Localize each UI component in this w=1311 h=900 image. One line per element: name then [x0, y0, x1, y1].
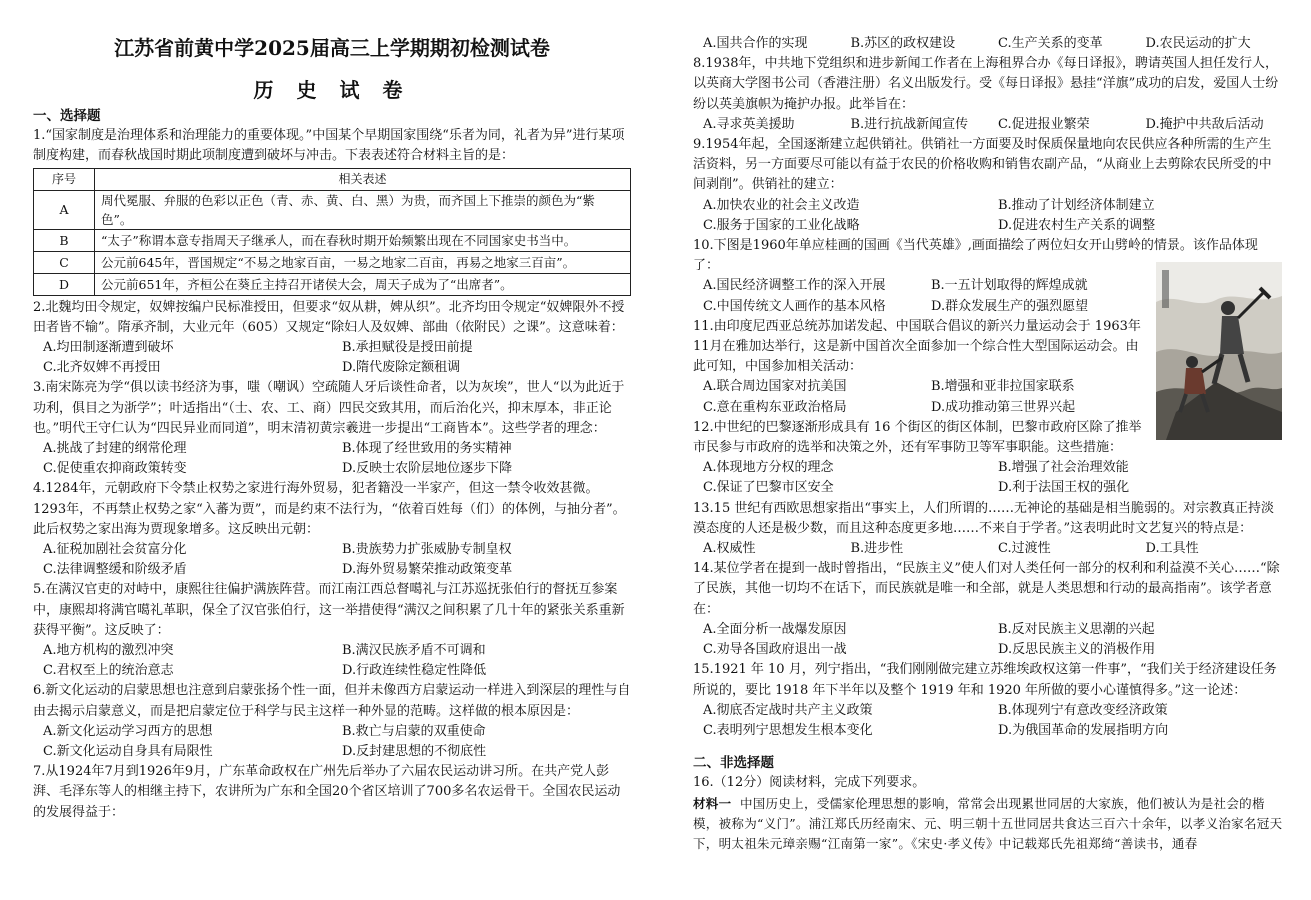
- question-16-material: [693, 794, 1283, 855]
- section-gap: [693, 741, 1283, 753]
- option-d[interactable]: D.利于法国王权的强化: [998, 480, 1130, 496]
- question-8-options: [693, 115, 1283, 135]
- option-d[interactable]: D.促进农村生产关系的调整: [998, 217, 1156, 233]
- option-a[interactable]: A.体现地方分权的理念: [703, 460, 834, 476]
- question-13-stem: 13.15 世纪有西欧思想家指出“事实上，人们所谓的……无神论的基础是相当脆弱的。对宗教真正持淡漠态度的人还是极少数，而且这种态度更多地……不来自于学者。”这表明此时文艺复兴的特点是：: [693, 500, 1274, 536]
- option-b[interactable]: B.进行抗战新闻宣传: [850, 116, 969, 132]
- question-5-options: [33, 641, 631, 681]
- option-d[interactable]: D.反思民族主义的消极作用: [998, 642, 1156, 658]
- question-14-stem: 14.某位学者在提到一战时曾指出，“民族主义”使人们对人类任何一部分的权利和利益漠不关心……“除了民族，其他一切均不在话下，而民族就是唯一和全部，就是人类思想和行动的最高指南”。该学者意在：: [693, 561, 1280, 617]
- table-header-index: 序号: [34, 168, 95, 190]
- option-a[interactable]: A.彻底否定战时共产主义政策: [703, 702, 873, 718]
- question-1-stem: 1.“国家制度是治理体系和治理能力的重要体现。”中国某个早期国家围绕“乐者为同，礼者为异”进行某项制度构建，而春秋战国时期此项制度遭到破坏与冲击。下表表述符合材料主旨的是：: [33, 128, 625, 164]
- table-row: [34, 273, 631, 295]
- exam-title: 江苏省前黄中学2025届高三上学期期初检测试卷: [114, 36, 550, 60]
- question-11-stem: 11.由印度尼西亚总统苏加诺发起、中国联合倡议的新兴力量运动会于 1963年11月在雅加达举行，这是新中国首次全面参加一个综合性大型国际运动会。由此可知，中国参加相关活动：: [693, 318, 1141, 375]
- option-b[interactable]: B.贵族势力扩张威胁专制皇权: [342, 542, 512, 558]
- table-row: [34, 229, 631, 251]
- question-15-options: [693, 701, 1283, 741]
- right-column: [693, 34, 1283, 854]
- option-a[interactable]: A.国民经济调整工作的深入开展: [703, 278, 886, 294]
- option-b[interactable]: B.体现列宁有意改变经济政策: [998, 702, 1168, 718]
- table-row: [34, 251, 631, 273]
- table-cell-value: “太子”称谓本意专指周天子继承人，而在春秋时期开始频繁出现在不同国家史书当中。: [95, 229, 631, 251]
- option-d[interactable]: D.隋代废除定额租调: [342, 360, 461, 376]
- option-c[interactable]: C.促进报业繁荣: [998, 116, 1090, 132]
- option-a[interactable]: A.新文化运动学习西方的思想: [43, 723, 213, 739]
- section-heading-choice: 一、选择题: [33, 108, 101, 124]
- option-a[interactable]: A.联合周边国家对抗美国: [703, 379, 847, 395]
- option-a[interactable]: A.权威性: [703, 541, 756, 557]
- table-cell-value: 公元前645年，晋国规定“不易之地家百亩，一易之地家二百亩，再易之地家三百亩”。: [95, 251, 631, 273]
- option-d[interactable]: D.群众发展生产的强烈愿望: [931, 298, 1089, 314]
- option-b[interactable]: B.体现了经世致用的务实精神: [342, 441, 512, 457]
- question-10-options: [693, 276, 1149, 316]
- option-c[interactable]: C.表明列宁思想发生根本变化: [703, 722, 873, 738]
- question-6-stem: 6.新文化运动的启蒙思想也注意到启蒙张扬个性一面，但并未像西方启蒙运动一样进入到深层的理性与自由去揭示启蒙意义，而是把启蒙定位于科学与民主这样一种外显的范畴。这样做的根本原因是：: [33, 683, 631, 719]
- option-d[interactable]: D.工具性: [1145, 541, 1199, 557]
- option-c[interactable]: C.北齐奴婢不再授田: [43, 360, 161, 376]
- left-column: [33, 34, 631, 823]
- exam-subject: 历 史 试 卷: [253, 78, 411, 102]
- painting-illustration: [1156, 262, 1282, 440]
- question-3-stem: 3.南宋陈亮为学“俱以读书经济为事，嗤（嘲讽）空疏随人牙后谈性命者，以为灰埃”，世人“以为此近于功利，俱目之为浙学”；叶适指出“（士、农、工、商）四民交致其用，而后治化兴，抑末厚本，非正论也。”明代王守仁认为“四民异业而同道”，明末清初黄宗羲进一步提出“工商皆本”。这些学者的理念：: [33, 380, 625, 436]
- question-16-stem: 16.（12分）阅读材料，完成下列要求。: [693, 775, 926, 791]
- section-heading-nonchoice: 二、非选择题: [693, 755, 774, 772]
- option-a[interactable]: A.全面分析一战爆发原因: [703, 621, 847, 637]
- option-a[interactable]: A.地方机构的激烈冲突: [43, 643, 174, 659]
- option-c[interactable]: C.劝导各国政府退出一战: [703, 642, 847, 658]
- painting-image: [1156, 262, 1282, 440]
- option-b[interactable]: B.苏区的政权建设: [850, 36, 956, 51]
- question-2-options: [33, 338, 631, 378]
- question-11-options: [693, 377, 1149, 417]
- question-13-options: [693, 539, 1283, 559]
- table-cell-key: A: [34, 190, 95, 229]
- question-7-options: [693, 34, 1283, 54]
- question-10-stem: 10.下图是1960年单应桂画的国画《当代英雄》,画面描绘了两位妇女开山劈岭的情景。该作品体现了：: [693, 238, 1258, 274]
- option-c[interactable]: C.保证了巴黎市区安全: [703, 480, 834, 496]
- table-cell-key: D: [34, 273, 95, 295]
- option-d[interactable]: D.为俄国革命的发展指明方向: [998, 722, 1169, 738]
- option-b[interactable]: B.反对民族主义思潮的兴起: [998, 621, 1155, 637]
- material-label: 材料一: [693, 795, 732, 811]
- option-c[interactable]: C.新文化运动自身具有局限性: [43, 744, 213, 760]
- question-12-stem: 12.中世纪的巴黎逐渐形成具有 16 个街区的街区体制，巴黎市政府区除了推举市民参与市政府的选举和决策之外，还有军事防卫等军事职能。这些措施：: [693, 419, 1142, 456]
- option-a[interactable]: A.挑战了封建的纲常伦理: [43, 441, 187, 457]
- question-4-stem: 4.1284年，元朝政府下令禁止权势之家进行海外贸易，犯者籍没一半家产，但这一禁令收效甚微。1293年，不再禁止权势之家“入蕃为贾”，而是约束不法行为，“依着百姓每（们）的体例，与抽分者”。此后权势之家出海为贾现象增多。这反映出元朝：: [33, 481, 626, 537]
- option-d[interactable]: D.反映士农阶层地位逐步下降: [342, 461, 513, 477]
- option-d[interactable]: D.掩护中共敌后活动: [1145, 116, 1264, 132]
- table-cell-value: 公元前651年，齐桓公在葵丘主持召开诸侯大会，周天子成为了“出席者”。: [95, 273, 631, 295]
- table-cell-value: 周代冕服、弁服的色彩以正色（青、赤、黄、白、黑）为贵，而齐国上下推崇的颜色为“紫色”。: [95, 190, 631, 229]
- option-c[interactable]: C.过渡性: [998, 541, 1051, 557]
- question-3-options: [33, 439, 631, 479]
- material-text: 中国历史上，受儒家伦理思想的影响，常常会出现累世同居的大家族，他们被认为是社会的楷模，被称为“义门”。浦江郑氏历经南宋、元、明三朝十五世同居共食达三百六十余年，以孝义治家名冠天下，明太祖朱元璋亲赐“江南第一家”。《宋史·孝义传》中记载郑氏先祖郑绮“善读书，通春: [693, 795, 1283, 851]
- question-4-options: [33, 540, 631, 580]
- option-b[interactable]: B.进步性: [850, 541, 904, 557]
- question-8-stem: 8.1938年，中共地下党组织和进步新闻工作者在上海租界合办《每日译报》，聘请英国人担任发行人，以英商大学图书公司（香港注册）名义出版发行。受《每日译报》悬挂“洋旗”成功的启发，爱国人士纷纷以英美旗帜为掩护办报。此举旨在：: [693, 56, 1279, 112]
- option-a[interactable]: A.寻求英美援助: [703, 116, 795, 132]
- option-b[interactable]: B.承担赋役是授田前提: [342, 340, 473, 356]
- table-row: [34, 190, 631, 229]
- table-cell-key: C: [34, 251, 95, 273]
- question-15-stem: 15.1921 年 10 月，列宁指出，“我们刚刚做完建立苏维埃政权这第一件事”，“我们关于经济建设任务所说的，要比 1918 年下半年以及整个 1919 年和 1920 年所做的要小心谨慎得多。”这一论述：: [693, 662, 1277, 698]
- option-c[interactable]: C.中国传统文人画作的基本风格: [703, 298, 886, 314]
- question-12-options: [693, 458, 1283, 498]
- option-c[interactable]: C.君权至上的统治意志: [43, 663, 174, 679]
- question-5-stem: 5.在满汉官吏的对峙中，康熙往往偏护满族阵营。而江南江西总督噶礼与江苏巡抚张伯行的督抚互参案中，康熙却将满官噶礼革职，保全了汉官张伯行，这一举措使得“满汉之间积累了几十年的紧张关系重新获得平衡”。这反映了：: [33, 582, 625, 638]
- question-6-options: [33, 722, 631, 762]
- question-7-stem: 7.从1924年7月到1926年9月，广东革命政权在广州先后举办了六届农民运动讲习所。在共产党人彭湃、毛泽东等人的相继主持下，农讲所为广东和全国20个省区培训了700多名农运骨干。全国农民运动的发展得益于：: [33, 764, 621, 820]
- option-a[interactable]: A.加快农业的社会主义改造: [703, 197, 860, 213]
- question-2-stem: 2.北魏均田令规定，奴婢按编户民标准授田，但要求“奴从耕，婢从织”。北齐均田令规定“奴婢限外不授田者皆不输”。隋承齐制，大业元年（605）又规定“除妇人及奴婢、部曲（依附民）之课”。这意味着：: [33, 299, 625, 335]
- option-b[interactable]: B.救亡与启蒙的双重使命: [342, 723, 486, 739]
- option-d[interactable]: D.海外贸易繁荣推动政策变革: [342, 562, 513, 578]
- option-d[interactable]: D.农民运动的扩大: [1145, 36, 1251, 51]
- option-c[interactable]: C.生产关系的变革: [998, 36, 1103, 51]
- option-c[interactable]: C.法律调整缓和阶级矛盾: [43, 562, 187, 578]
- option-c[interactable]: C.服务于国家的工业化战略: [703, 217, 860, 233]
- question-9-stem: 9.1954年起，全国逐渐建立起供销社。供销社一方面要及时保质保量地向农民供应各种所需的生产生活资料，另一方面要尽可能以有益于农民的价格收购和销售农副产品，“从商业上去剪除农民所受的中间剥削”。供销社的建立：: [693, 137, 1272, 193]
- option-b[interactable]: B.增强了社会治理效能: [998, 460, 1129, 476]
- option-b[interactable]: B.一五计划取得的辉煌成就: [931, 278, 1088, 294]
- table-cell-key: B: [34, 229, 95, 251]
- option-c[interactable]: C.意在重构东亚政治格局: [703, 399, 847, 415]
- option-b[interactable]: B.满汉民族矛盾不可调和: [342, 643, 486, 659]
- table-header-statement: 相关表述: [95, 168, 631, 190]
- question-14-options: [693, 620, 1283, 660]
- option-d[interactable]: D.反封建思想的不彻底性: [342, 744, 487, 760]
- option-b[interactable]: B.增强和亚非拉国家联系: [931, 379, 1075, 395]
- option-d[interactable]: D.成功推动第三世界兴起: [931, 399, 1076, 415]
- question-1-table: [33, 168, 631, 296]
- table-header-row: [34, 168, 631, 190]
- question-9-options: [693, 196, 1283, 236]
- option-d[interactable]: D.行政连续性稳定性降低: [342, 663, 487, 679]
- option-b[interactable]: B.推动了计划经济体制建立: [998, 197, 1155, 213]
- option-a[interactable]: A.国共合作的实现: [703, 36, 808, 51]
- option-a[interactable]: A.均田制逐渐遭到破坏: [43, 340, 174, 356]
- option-a[interactable]: A.征税加剧社会贫富分化: [43, 542, 187, 558]
- option-c[interactable]: C.促使重农抑商政策转变: [43, 461, 187, 477]
